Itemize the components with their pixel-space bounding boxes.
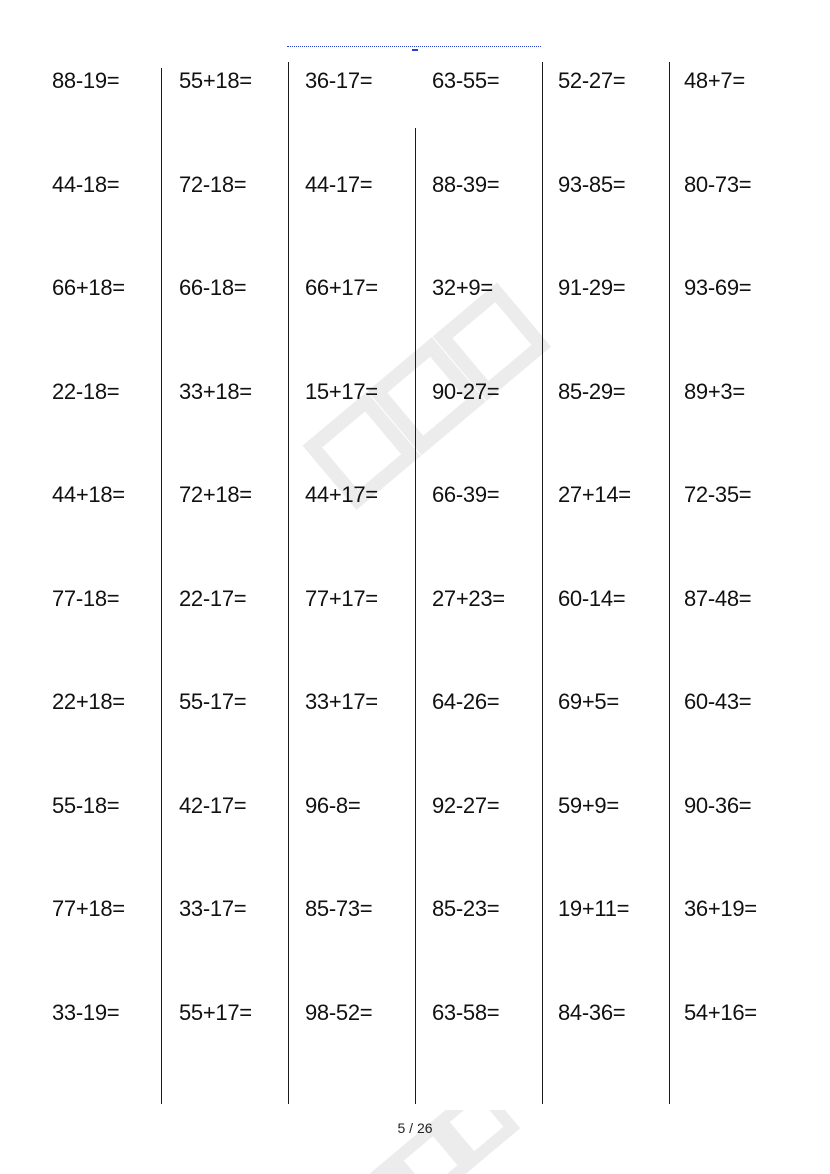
arithmetic-problem: 15+17= [305,379,378,404]
arithmetic-problem: 77+18= [52,896,125,921]
arithmetic-problem: 93-85= [558,172,626,197]
arithmetic-problem: 66+18= [52,275,125,300]
arithmetic-problem: 42-17= [179,793,247,818]
arithmetic-problem: 98-52= [305,1000,373,1025]
page-number: 5 / 26 [397,1120,433,1136]
arithmetic-problem: 48+7= [684,68,745,93]
column-divider [669,62,670,1104]
arithmetic-problem: 60-14= [558,586,626,611]
arithmetic-problem: 63-55= [432,68,500,93]
arithmetic-problem: 36-17= [305,68,373,93]
arithmetic-problem: 80-73= [684,172,752,197]
arithmetic-problem: 84-36= [558,1000,626,1025]
arithmetic-problem: 27+14= [558,482,631,507]
arithmetic-problem: 55-17= [179,689,247,714]
arithmetic-problem: 92-27= [432,793,500,818]
column-divider [288,62,289,1104]
arithmetic-problem: 60-43= [684,689,752,714]
header-mark [412,49,418,51]
arithmetic-problem: 66-39= [432,482,500,507]
arithmetic-problem: 87-48= [684,586,752,611]
arithmetic-problem: 32+9= [432,275,493,300]
arithmetic-problem: 64-26= [432,689,500,714]
arithmetic-problem: 33+18= [179,379,252,404]
arithmetic-problem: 27+23= [432,586,505,611]
arithmetic-problem: 22-18= [52,379,120,404]
column-divider [415,128,416,1104]
arithmetic-problem: 33-19= [52,1000,120,1025]
arithmetic-problem: 69+5= [558,689,619,714]
arithmetic-problem: 59+9= [558,793,619,818]
arithmetic-problem: 72-18= [179,172,247,197]
arithmetic-problem: 55-18= [52,793,120,818]
arithmetic-problem: 72+18= [179,482,252,507]
column-divider [542,62,543,1104]
arithmetic-problem: 72-35= [684,482,752,507]
arithmetic-problem: 55+17= [179,1000,252,1025]
arithmetic-problem: 90-27= [432,379,500,404]
arithmetic-problem: 91-29= [558,275,626,300]
arithmetic-problem: 90-36= [684,793,752,818]
arithmetic-problem: 33+17= [305,689,378,714]
arithmetic-problem: 66+17= [305,275,378,300]
arithmetic-problem: 44-18= [52,172,120,197]
arithmetic-problem: 33-17= [179,896,247,921]
arithmetic-problem: 54+16= [684,1000,757,1025]
arithmetic-problem: 88-19= [52,68,120,93]
header-dotted-rule [287,46,541,47]
arithmetic-problem: 89+3= [684,379,745,404]
arithmetic-problem: 85-29= [558,379,626,404]
arithmetic-problem: 77+17= [305,586,378,611]
arithmetic-problem: 55+18= [179,68,252,93]
arithmetic-problem: 85-23= [432,896,500,921]
arithmetic-problem: 22-17= [179,586,247,611]
arithmetic-problem: 85-73= [305,896,373,921]
column-divider [161,68,162,1104]
arithmetic-problem: 93-69= [684,275,752,300]
arithmetic-problem: 77-18= [52,586,120,611]
arithmetic-problem: 36+19= [684,896,757,921]
arithmetic-problem: 63-58= [432,1000,500,1025]
arithmetic-problem: 66-18= [179,275,247,300]
arithmetic-problem: 96-8= [305,793,361,818]
arithmetic-problem: 44+17= [305,482,378,507]
arithmetic-problem: 52-27= [558,68,626,93]
arithmetic-problem: 88-39= [432,172,500,197]
arithmetic-problem: 22+18= [52,689,125,714]
arithmetic-problem: 44+18= [52,482,125,507]
arithmetic-problem: 44-17= [305,172,373,197]
arithmetic-problem: 19+11= [558,896,630,921]
